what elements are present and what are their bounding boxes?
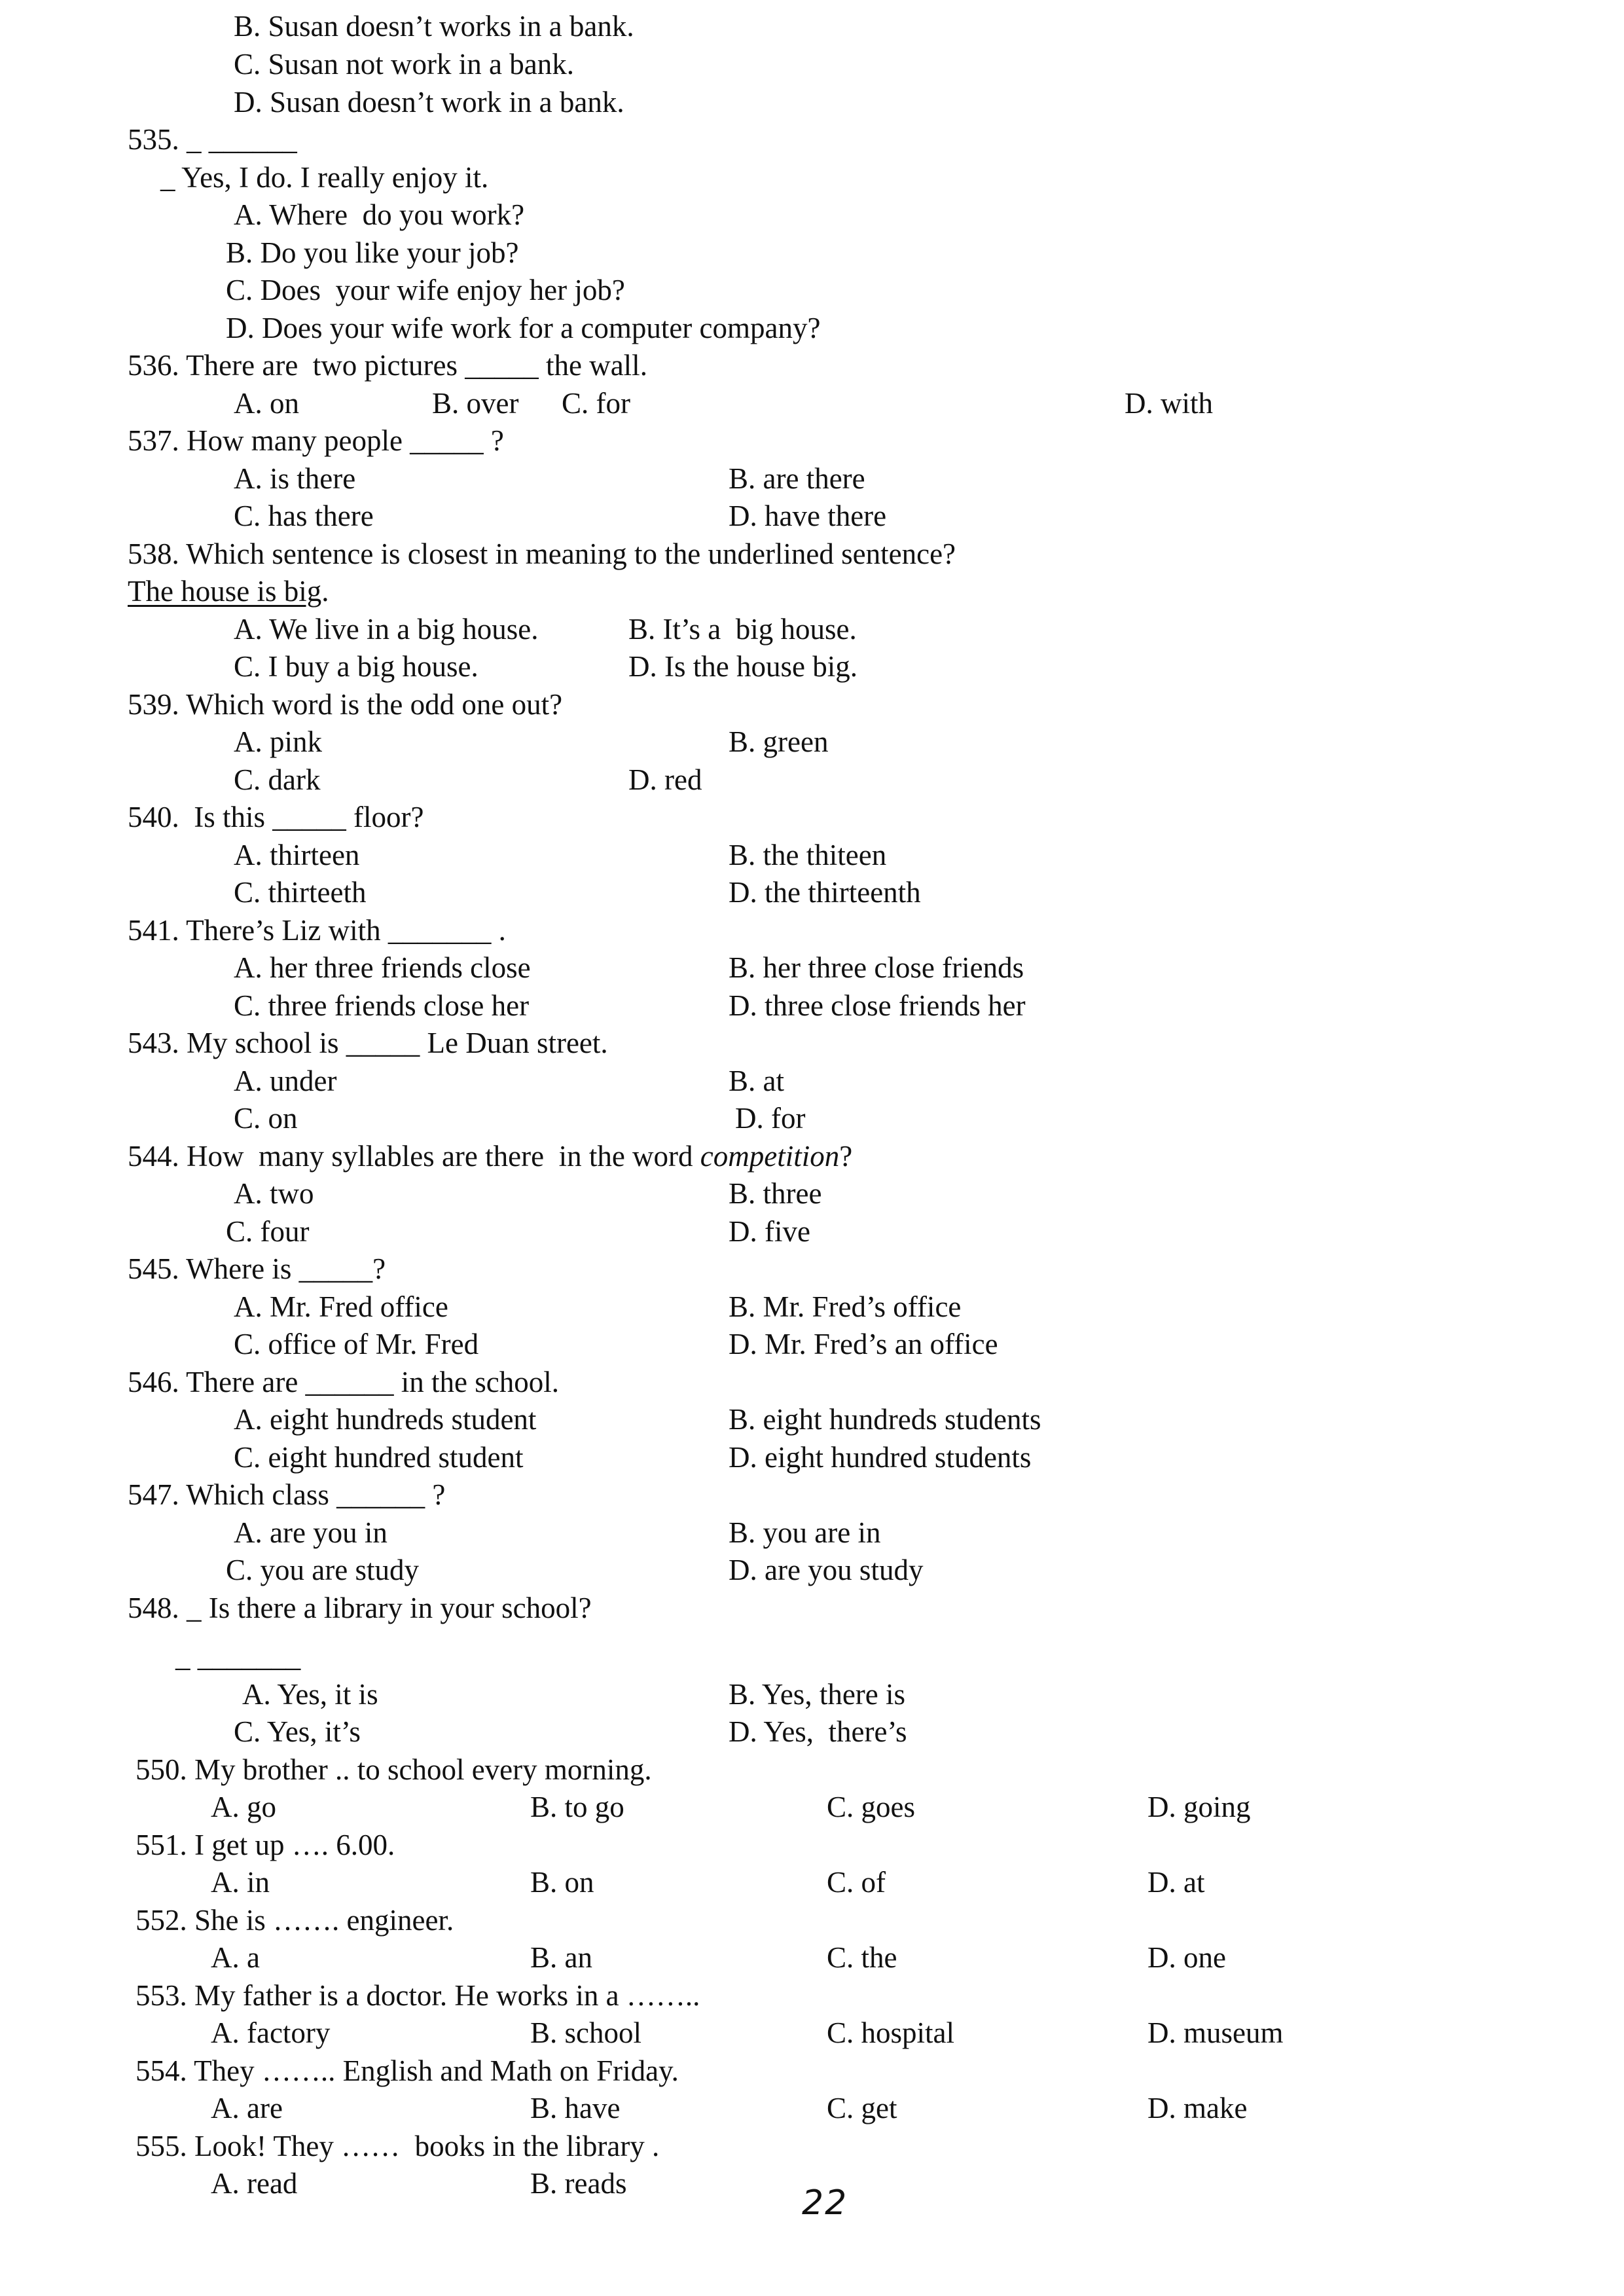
answer-option: C. Yes, it’s (234, 1715, 361, 1748)
line-text: B. Do you like your job? (226, 236, 519, 269)
text-line (0, 2014, 1624, 2052)
line-text: 550. My brother .. to school every morning. (135, 1753, 652, 1786)
answer-option: D. with (1125, 387, 1213, 420)
text-line (0, 1675, 1624, 1713)
text-line (0, 1551, 1624, 1589)
answer-option: D. Is the house big. (628, 650, 857, 683)
answer-option: B. Yes, there is (729, 1678, 906, 1711)
answer-option: A. Yes, it is (242, 1678, 378, 1711)
text-line (135, 1826, 395, 1864)
answer-option: B. on (530, 1866, 594, 1899)
answer-option: A. factory (211, 2016, 331, 2049)
answer-option: A. are (211, 2092, 283, 2124)
line-text: C. Does your wife enjoy her job? (226, 274, 625, 306)
text-line (128, 422, 504, 460)
line-text: C. Susan not work in a bank. (234, 48, 574, 81)
answer-option: A. is there (234, 462, 356, 495)
text-line (128, 1476, 445, 1514)
text-line (128, 911, 506, 949)
text-line (0, 761, 1624, 799)
answer-option: C. eight hundred student (234, 1441, 524, 1474)
text-line (226, 271, 625, 309)
text-line (0, 1438, 1624, 1476)
answer-option: D. three close friends her (729, 989, 1026, 1022)
answer-option: B. the thiteen (729, 839, 887, 871)
text-line (0, 1062, 1624, 1100)
text-line (160, 158, 488, 196)
answer-option: C. for (562, 387, 630, 420)
answer-option: D. have there (729, 500, 887, 532)
line-text: 540. Is this _____ floor? (128, 801, 424, 833)
text-line (0, 1325, 1624, 1363)
text-line (128, 1363, 559, 1401)
line-text: 554. They …….. English and Math on Friday. (135, 2054, 679, 2087)
text-line (234, 83, 624, 121)
text-line (0, 384, 1624, 422)
line-text: 535. _ ______ (128, 123, 297, 156)
answer-option: B. eight hundreds students (729, 1403, 1041, 1436)
answer-option: C. on (234, 1102, 298, 1135)
answer-option: D. museum (1147, 2016, 1284, 2049)
text-line (0, 873, 1624, 911)
line-text: D. Susan doesn’t work in a bank. (234, 86, 624, 118)
line-text: 555. Look! They …… books in the library . (135, 2130, 660, 2162)
text-line (226, 234, 518, 272)
text-line (135, 2127, 659, 2165)
answer-option: A. We live in a big house. (234, 613, 539, 646)
page-number: 22 (802, 2183, 848, 2223)
answer-option: C. three friends close her (234, 989, 530, 1022)
answer-option: C. you are study (226, 1554, 419, 1586)
text-line (0, 836, 1624, 874)
line-text: A. Where do you work? (234, 198, 525, 231)
answer-option: B. her three close friends (729, 951, 1024, 984)
line-text: 545. Where is _____? (128, 1252, 386, 1285)
text-line (128, 1589, 592, 1627)
answer-option: D. make (1147, 2092, 1248, 2124)
text-line (128, 1250, 386, 1288)
answer-option: D. at (1147, 1866, 1205, 1899)
answer-option: A. eight hundreds student (234, 1403, 537, 1436)
text-line (0, 1788, 1624, 1826)
answer-option: A. in (211, 1866, 270, 1899)
answer-option: A. thirteen (234, 839, 360, 871)
answer-option: D. five (729, 1215, 810, 1248)
answer-option: C. hospital (827, 2016, 955, 2049)
answer-option: B. It’s a big house. (628, 613, 857, 646)
line-text: 551. I get up …. 6.00. (135, 1829, 395, 1861)
answer-option: B. school (530, 2016, 642, 2049)
answer-option: C. the (827, 1941, 897, 1974)
answer-option: B. you are in (729, 1516, 881, 1549)
answer-option: B. an (530, 1941, 592, 1974)
answer-option: A. are you in (234, 1516, 388, 1549)
text-line (0, 949, 1624, 987)
text-line (0, 987, 1624, 1025)
text-line (135, 1901, 454, 1939)
text-line (234, 45, 574, 83)
text-line (0, 1099, 1624, 1137)
answer-option: C. has there (234, 500, 374, 532)
text-line (234, 196, 524, 234)
answer-option: B. three (729, 1177, 822, 1210)
answer-option: B. at (729, 1065, 784, 1097)
text-line (128, 1024, 608, 1062)
answer-option: B. reads (530, 2167, 627, 2200)
answer-option: A. pink (234, 725, 322, 758)
text-line (0, 1863, 1624, 1901)
answer-option: D. one (1147, 1941, 1226, 1974)
answer-option: A. a (211, 1941, 260, 1974)
answer-option: A. Mr. Fred office (234, 1290, 448, 1323)
answer-option: A. under (234, 1065, 337, 1097)
text-line: 544. How many syllables are there in the word competition? (128, 1140, 853, 1173)
line-text: B. Susan doesn’t works in a bank. (234, 10, 634, 43)
text-line (128, 535, 956, 573)
line-text: 541. There’s Liz with _______ . (128, 914, 506, 947)
text-line (0, 647, 1624, 685)
answer-option: C. I buy a big house. (234, 650, 478, 683)
text-line (0, 1288, 1624, 1326)
answer-option: C. of (827, 1866, 886, 1899)
answer-option: A. two (234, 1177, 314, 1210)
text-line (234, 7, 634, 45)
answer-option: D. going (1147, 1791, 1251, 1823)
answer-option: B. green (729, 725, 829, 758)
answer-option: D. Mr. Fred’s an office (729, 1328, 998, 1360)
answer-option: B. Mr. Fred’s office (729, 1290, 962, 1323)
line-text: 548. _ Is there a library in your school? (128, 1592, 592, 1624)
underlined-sentence: The house is big (128, 575, 322, 608)
text-line (128, 346, 647, 384)
italic-word: competition (700, 1140, 840, 1173)
text-line (175, 1637, 300, 1675)
line-text: 539. Which word is the odd one out? (128, 688, 563, 721)
answer-option: D. red (628, 763, 702, 796)
text-line (0, 1514, 1624, 1552)
answer-option: D. are you study (729, 1554, 924, 1586)
text-line (0, 1175, 1624, 1212)
answer-option: A. on (234, 387, 299, 420)
text-line (135, 2052, 679, 2090)
line-text: 546. There are ______ in the school. (128, 1366, 560, 1398)
line-text: D. Does your wife work for a computer company? (226, 312, 821, 344)
text-line (0, 1713, 1624, 1751)
text-line (0, 1212, 1624, 1250)
text-line (128, 798, 424, 836)
answer-option: A. read (211, 2167, 298, 2200)
text-line (0, 723, 1624, 761)
text-line (128, 685, 562, 723)
answer-option: B. over (432, 387, 519, 420)
line-text: 537. How many people _____ ? (128, 424, 504, 457)
line-text: 543. My school is _____ Le Duan street. (128, 1027, 608, 1059)
text-line (0, 1400, 1624, 1438)
line-text: 538. Which sentence is closest in meaning to the underlined sentence? (128, 538, 956, 570)
text-line (0, 460, 1624, 498)
answer-option: C. goes (827, 1791, 915, 1823)
text-line (0, 497, 1624, 535)
answer-option: B. to go (530, 1791, 624, 1823)
line-text: 544. How many syllables are there in the word (128, 1140, 700, 1173)
answer-option: C. four (226, 1215, 310, 1248)
answer-option: B. are there (729, 462, 865, 495)
text-line (0, 2089, 1624, 2127)
answer-option: D. Yes, there’s (729, 1715, 907, 1748)
answer-option: D. for (735, 1102, 806, 1135)
line-text: _ _______ (175, 1640, 301, 1673)
answer-option: D. eight hundred students (729, 1441, 1032, 1474)
answer-option: A. her three friends close (234, 951, 531, 984)
line-text: 536. There are two pictures _____ the wall. (128, 349, 647, 382)
line-text: 547. Which class ______ ? (128, 1478, 446, 1511)
answer-option: A. go (211, 1791, 276, 1823)
line-text: _ Yes, I do. I really enjoy it. (160, 161, 489, 194)
text-line (135, 1977, 700, 2014)
answer-option: C. dark (234, 763, 321, 796)
text-line (0, 1939, 1624, 1977)
text-line: The house is big. (128, 575, 329, 608)
line-text: 553. My father is a doctor. He works in a …….. (135, 1979, 700, 2012)
text-line (135, 1751, 652, 1789)
answer-option: D. the thirteenth (729, 876, 921, 909)
answer-option: C. office of Mr. Fred (234, 1328, 479, 1360)
answer-option: C. thirteeth (234, 876, 367, 909)
answer-option: B. have (530, 2092, 621, 2124)
answer-option: C. get (827, 2092, 897, 2124)
text-line (128, 120, 297, 158)
text-line (0, 610, 1624, 648)
line-text: 552. She is ……. engineer. (135, 1904, 454, 1937)
text-line (226, 309, 820, 347)
